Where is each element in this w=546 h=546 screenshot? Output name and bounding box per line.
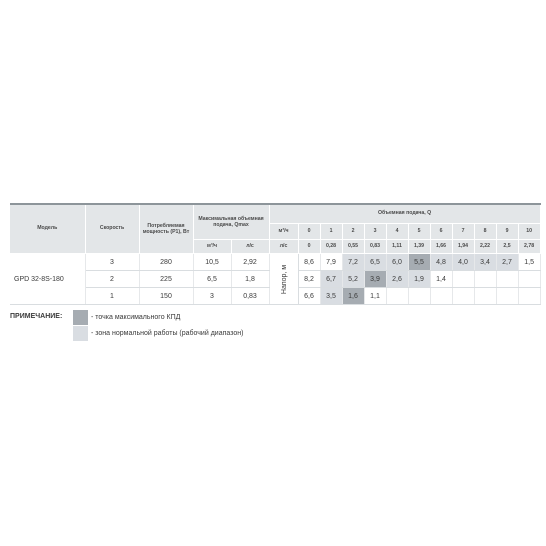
header-flow-ls-value: 2,22: [474, 240, 496, 254]
head-value-cell: 3,5: [320, 288, 342, 305]
table-row: [10, 254, 540, 271]
header-max-flow: Максимальная объемная подача, Qmax: [193, 204, 269, 240]
header-flow-m3-value: 5: [408, 224, 430, 240]
head-value-cell: [496, 271, 518, 288]
head-value-cell: 1,4: [430, 271, 452, 288]
head-value-cell: 1,1: [364, 288, 386, 305]
head-axis-label: Напор, м: [280, 264, 288, 294]
header-unit-m3: м³/ч: [193, 240, 231, 254]
head-value-cell: 6,6: [298, 288, 320, 305]
qmax-ls-cell: 0,83: [231, 288, 269, 305]
header-flow-ls-value: 0: [298, 240, 320, 254]
header-flow-unit-m3: м³/ч: [269, 224, 298, 240]
header-flow-m3-value: 7: [452, 224, 474, 240]
table-body: [10, 254, 540, 305]
header-flow-ls-value: 1,11: [386, 240, 408, 254]
power-cell: 225: [139, 271, 193, 288]
header-flow-m3-value: 8: [474, 224, 496, 240]
legend-text-work-zone: - зона нормальной работы (рабочий диапазон): [91, 330, 244, 337]
header-flow-m3-value: 1: [320, 224, 342, 240]
head-value-cell: 6,7: [320, 271, 342, 288]
head-value-cell: [518, 288, 540, 305]
head-value-cell: 2,7: [496, 254, 518, 271]
header-speed: Скорость: [85, 204, 139, 254]
head-value-cell: 1,5: [518, 254, 540, 271]
qmax-ls-cell: 1,8: [231, 271, 269, 288]
head-value-cell: 2,6: [386, 271, 408, 288]
legend-title: ПРИМЕЧАНИЕ:: [10, 313, 63, 320]
speed-cell: 1: [85, 288, 139, 305]
head-value-cell: 6,0: [386, 254, 408, 271]
header-flow-m3-value: 2: [342, 224, 364, 240]
head-value-cell: [474, 271, 496, 288]
legend-text-max-efficiency: - точка максимального КПД: [91, 314, 181, 321]
head-value-cell: [430, 288, 452, 305]
qmax-m3-cell: 6,5: [193, 271, 231, 288]
pump-performance-table: [10, 203, 541, 305]
header-unit-ls: л/с: [231, 240, 269, 254]
legend-swatch-max-efficiency: [73, 310, 88, 325]
head-value-cell: 1,9: [408, 271, 430, 288]
speed-cell: 2: [85, 271, 139, 288]
head-value-cell: 8,2: [298, 271, 320, 288]
head-value-cell: 3,9: [364, 271, 386, 288]
head-value-cell: [496, 288, 518, 305]
header-flow-ls-value: 2,5: [496, 240, 518, 254]
model-name: GPD 32-8S-180: [10, 254, 85, 305]
qmax-ls-cell: 2,92: [231, 254, 269, 271]
qmax-m3-cell: 10,5: [193, 254, 231, 271]
header-flow-ls-value: 2,78: [518, 240, 540, 254]
header-power: Потребляемая мощность (P1), Вт: [139, 204, 193, 254]
header-flow-m3-value: 6: [430, 224, 452, 240]
head-value-cell: 5,5: [408, 254, 430, 271]
head-value-cell: 7,9: [320, 254, 342, 271]
table-header: [10, 204, 540, 254]
header-flow-ls-value: 0,83: [364, 240, 386, 254]
head-value-cell: [474, 288, 496, 305]
header-flow: Объемная подача, Q: [269, 204, 540, 224]
power-cell: 280: [139, 254, 193, 271]
legend-swatch-work-zone: [73, 326, 88, 341]
head-value-cell: 1,6: [342, 288, 364, 305]
header-flow-ls-value: 0,55: [342, 240, 364, 254]
head-value-cell: 3,4: [474, 254, 496, 271]
header-flow-m3-value: 9: [496, 224, 518, 240]
header-flow-m3-value: 3: [364, 224, 386, 240]
head-value-cell: 8,6: [298, 254, 320, 271]
header-flow-ls-value: 0,28: [320, 240, 342, 254]
head-value-cell: 7,2: [342, 254, 364, 271]
head-value-cell: [518, 271, 540, 288]
head-value-cell: 4,8: [430, 254, 452, 271]
head-value-cell: 4,0: [452, 254, 474, 271]
qmax-m3-cell: 3: [193, 288, 231, 305]
header-model: Модель: [10, 204, 85, 254]
header-flow-m3-value: 10: [518, 224, 540, 240]
head-value-cell: 5,2: [342, 271, 364, 288]
head-value-cell: [386, 288, 408, 305]
head-value-cell: [452, 288, 474, 305]
head-axis-label-cell: [269, 254, 298, 305]
header-flow-ls-value: 1,94: [452, 240, 474, 254]
header-flow-m3-value: 0: [298, 224, 320, 240]
head-value-cell: [408, 288, 430, 305]
header-flow-ls-value: 1,39: [408, 240, 430, 254]
header-flow-m3-value: 4: [386, 224, 408, 240]
header-flow-unit-ls: л/с: [269, 240, 298, 254]
header-flow-ls-value: 1,66: [430, 240, 452, 254]
speed-cell: 3: [85, 254, 139, 271]
head-value-cell: [452, 271, 474, 288]
power-cell: 150: [139, 288, 193, 305]
head-value-cell: 6,5: [364, 254, 386, 271]
